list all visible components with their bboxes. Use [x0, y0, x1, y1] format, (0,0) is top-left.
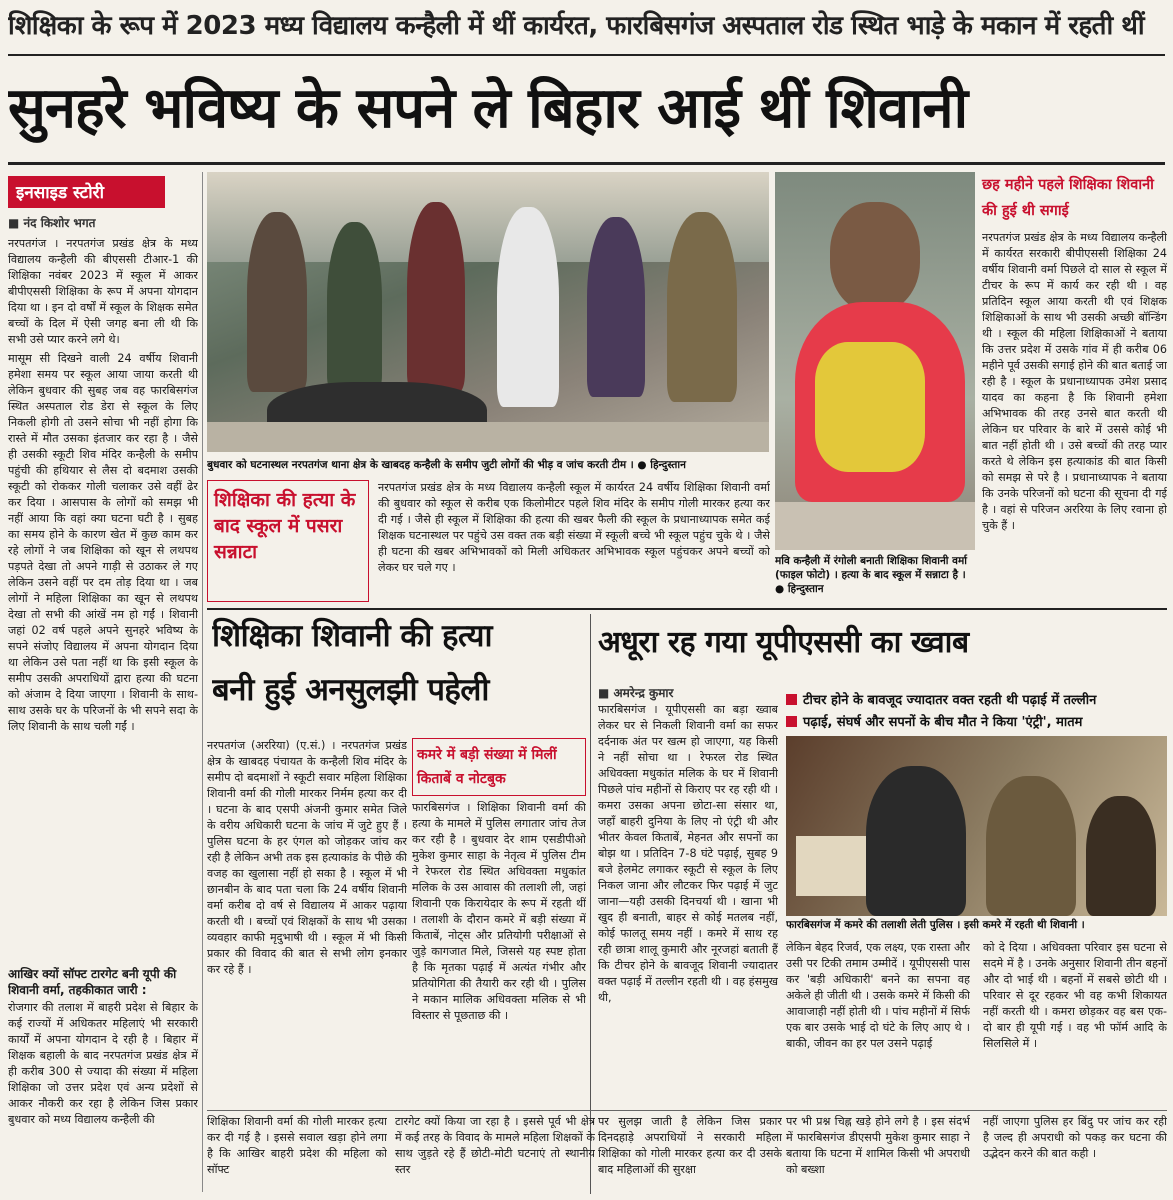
subhead-body: रोजगार की तलाश में बाहरी प्रदेश से बिहार के कई राज्यों में अधिकतर महिलाएं भी सरकारी कार्यों में अपना योगदान दे रही है । बिहार में शिक्षक बहाली के बाद नरपतगंज प्रखंड क्षेत्र में ही करीब 300 से ज्यादा की संख्या में महिला शिक्षिका जो उत्तर प्रदेश एवं अन्य प्रदेशों से आकर नौकरी कर रहा है लेकिन जिस प्रकार बुधवार को मध्य विद्यालय कन्हैली की — [8, 1001, 198, 1126]
rule — [207, 1110, 1167, 1111]
portrait-photo — [775, 172, 975, 550]
inside-story-body — [8, 236, 198, 962]
person-silhouette — [1086, 796, 1156, 916]
person-silhouette — [497, 207, 559, 407]
paragraph: नरपतगंज । नरपतगंज प्रखंड क्षेत्र के मध्य विद्यालय कन्हैली की बीएससी टीआर-1 की शिक्षिका नवंबर 2023 में स्कूल में आकर बीपीएससी शिक्षिका के रूप में अपना योगदान दिया था । इन दो वर्षों में स्कूल के शिक्षक समेत बच्चों के दिल में ऐसी जगह बना ली थी कि सभी उसे प्यार करने लगे थे। — [8, 237, 198, 346]
person-silhouette — [986, 776, 1076, 916]
byline: ■ अमरेन्द्र कुमार — [598, 686, 674, 700]
person-silhouette — [247, 212, 307, 392]
mystery-head-line1: शिक्षिका शिवानी की हत्या — [212, 618, 492, 654]
silence-box — [207, 480, 369, 602]
engagement-head: छह महीने पहले शिक्षिका शिवानी की हुई थी सगाई — [982, 177, 1154, 219]
crowd-photo-caption: बुधवार को घटनास्थल नरपतगंज थाना क्षेत्र के खाबदह कन्हैली के समीप जुटी लोगों की भीड़ व जांच करती टीम । ● हिन्दुस्तान — [207, 459, 686, 471]
crowd-photo — [207, 172, 769, 452]
bottom-col2: टारगेट क्यों किया जा रहा है । इससे पूर्व भी क्षेत्र में कई तरह के विवाद के मामले महिला शिक्षकों के साथ जुड़ते रहे हैं छोटी-मोटी घटनाएं तो स्थानीय स्तर — [395, 1115, 595, 1176]
books-pile — [796, 836, 866, 896]
upsc-body: फारबिसगंज । यूपीएससी का बड़ा ख्वाब लेकर घर से निकली शिवानी वर्मा का सफर दर्दनाक अंत पर खत्म हो जाएगा, यह किसी ने नहीं सोचा था । रेफरल रोड स्थित अधिवक्ता मधुकांत मलिक के घर में शिवानी पिछले पांच महीनों से किराए पर रह रही थी । कमरा उसका अपना छोटा-सा संसार था, जहाँ बाहरी दुनिया के लिए नो एंट्री थी और भीतर केवल किताबें, मेहनत और सपनों का बोझ था । प्रतिदिन 7-8 घंटे पढ़ाई, सुबह 9 बजे हेलमेट लगाकर स्कूटी से स्कूल के लिए निकल जाना और लौटकर फिर पढ़ाई में जुट जाना—यही उसकी दिनचर्या थी । खाना भी खुद ही बनाती, बाहर से कोई मतलब नहीं, कोई फालतू समय नहीं । कमरे में साथ रह रही छात्रा शालू कुमारी और नूरजहां बताती हैं कि टीचर होने के बावजूद शिवानी ज्यादातर वक्त पढ़ाई में तल्लीन रहती थी । वह हंसमुख थी, — [598, 703, 778, 1004]
bullet-point — [786, 690, 1167, 708]
person-silhouette — [667, 212, 737, 402]
silence-head: शिक्षिका की हत्या के बाद स्कूल में पसरा सन्नाटा — [214, 489, 356, 563]
mystery-head-line2: बनी हुई अनसुलझी पहेली — [212, 672, 489, 708]
paragraph: मासूम सी दिखने वाली 24 वर्षीय शिवानी हमेशा समय पर स्कूल आया जाया करती थी लेकिन बुधवार की सुबह जब वह फारबिसगंज स्थित अस्पताल रोड डेरा से स्कूल के लिए निकली होगी तो उसने सोचा भी नहीं होगा कि रास्ते में मौत उसका इंतजार कर रहा है । जैसे ही उसकी स्कूटी शिव मंदिर कन्हैली के समीप पहुंची की हथियार से लैस दो बदमाश उसकी स्कूटी को रोककर गोली चलाकर उसे वहीं ढेर कर दिया । आसपास के लोगों को समझ भी नहीं आया कि वहां क्या घटना घटी है । सुबह का समय होने के कारण खेत में कुछ काम कर रहे लोगों ने जब शिक्षिका को खून से लथपथ पड़पते देखा तो अपने गाड़ी से उठाकर ले गए लेकिन उसने वहीं पर दम तोड़ दिया था । जब लोगों ने महिला शिक्षिका का खून से लथपथ देखा तो सभी की आंखें नम हो गईं । शिवानी जहां 02 वर्ष पहले अपने सुनहरे भविष्य के सपने संजोए विद्यालय में अपना योगदान दिया था लेकिन उसे पता नहीं था कि इसी स्कूल के समीप उसकी अपराधियों द्वारा हत्या की घटना को अंजाम दे दिया जाएगा । शिवानी के साथ-साथ उसके घर के परिजनों के भी सपने सदा के लिए शिवानी के साथ चली गईं । — [8, 352, 198, 733]
upsc-col3: को दे दिया । अधिवक्ता परिवार इस घटना से सदमे में है । उनके अनुसार शिवानी तीन बहनों और दो भाई थी । बहनों में सबसे छोटी थी । परिवार से दूर रहकर भी वह कभी शिकायत नहीं करती थी । कमरा छोड़कर वह बस एक-दो बार ही यूपी गई । वह भी फॉर्म आदि के सिलसिले में । — [983, 941, 1167, 1050]
rule — [207, 608, 1167, 610]
person-silhouette — [587, 217, 645, 397]
subhead-section — [8, 966, 198, 1198]
bullet-icon — [786, 716, 797, 727]
bottom-col5: नहीं जाएगा पुलिस हर बिंदु पर जांच कर रही है जल्द ही अपराधी को पकड़ कर घटना की उद्भेदन करने की बात कही । — [983, 1115, 1167, 1160]
kurta-silhouette — [815, 342, 925, 472]
silence-body: नरपतगंज प्रखंड क्षेत्र के मध्य विद्यालय कन्हैली स्कूल में कार्यरत 24 वर्षीय शिक्षिका शिवानी वर्मा की बुधवार को स्कूल से करीब एक किलोमीटर पहले शिव मंदिर के समीप गोली मारकर हत्या कर दी गई । जैसे ही स्कूल में शिक्षिका की हत्या की खबर फैली की स्कूल के प्रधानाध्यापक समेत कई शिक्षक घटनास्थल पर पहुंचे उस वक्त तक बड़ी संख्या में स्कूली बच्चे भी स्कूल पहुंच चुके थे । जैसे ही घटना की खबर अभिभावकों को मिली अधिकतर अभिभावक स्कूल पहुंचकर अपने बच्चों को लेकर घर चले गए । — [378, 481, 770, 574]
head-silhouette — [830, 202, 920, 312]
upsc-col2: लेकिन बेहद रिजर्व, एक लक्ष्य, एक रास्ता और उसी पर टिकी तमाम उम्मीदें । यूपीएससी पास कर 'बड़ी अधिकारी' बनने का सपना वह अकेले ही जीती थी । उसके कमरे में किसी की आवाजाही नहीं होती थी । पांच महीनों में सिर्फ एक बार उसके भाई दो घंटे के लिए आए थे । बाकी, जीवन का हर पल उसने पढ़ाई — [786, 941, 970, 1050]
column-divider — [590, 614, 591, 1194]
headline: सुनहरे भविष्य के सपने ले बिहार आई थीं शिवानी — [8, 76, 968, 141]
person-silhouette — [407, 202, 465, 392]
rule — [8, 54, 1165, 56]
books-box — [412, 738, 586, 796]
ground — [207, 422, 769, 452]
bullet-text: टीचर होने के बावजूद ज्यादातर वक्त रहती थी पढ़ाई में तल्लीन — [803, 693, 1097, 708]
bottom-col4: पर भी प्रश्न चिह्न खड़े होने लगे है । इस संदर्भ में फारबिसगंज डीएसपी मुकेश कुमार साहा ने बताया कि घटना में शामिल किसी भी अपराधी को बख्शा — [786, 1115, 970, 1176]
byline: ■ नंद किशोर भगत — [8, 216, 96, 230]
person-silhouette — [327, 222, 382, 392]
inside-story-tag: इनसाइड स्टोरी — [8, 176, 165, 208]
books-head: कमरे में बड़ी संख्या में मिलीं किताबें व नोटबुक — [417, 747, 557, 787]
floor — [775, 502, 975, 550]
subhead: आखिर क्यों सॉफ्ट टारगेट बनी यूपी की शिवानी वर्मा, तहकीकात जारी : — [8, 967, 177, 997]
bottom-col1: शिक्षिका शिवानी वर्मा की गोली मारकर हत्या कर दी गई है । इससे सवाल खड़ा होने लगा है कि आखिर बाहरी प्रदेश की महिला को सॉफ्ट — [207, 1115, 387, 1176]
person-silhouette — [866, 766, 966, 916]
books-body: फारबिसगंज । शिक्षिका शिवानी वर्मा की हत्या के मामले में पुलिस लगातार जांच तेज कर रही है । बुधवार देर शाम एसडीपीओ मुकेश कुमार साहा के नेतृत्व में पुलिस टीम ने रेफरल रोड स्थित अधिवक्ता मधुकांत मलिक के उस आवास की तलाशी ली, जहां शिवानी एक किरायेदार के रूप में रहती थीं । तलाशी के दौरान कमरे में बड़ी संख्या में किताबें, नोट्स और प्रतियोगी परीक्षाओं से जुड़े कागजात मिले, जिससे यह स्पष्ट होता है कि मृतका पढ़ाई में अत्यंत गंभीर और प्रतियोगिता की तैयारी कर रही थी । पुलिस ने मकान मालिक अधिवक्ता मलिक से भी विस्तार से पूछताछ की । — [412, 801, 586, 1022]
upsc-head: अधूरा रह गया यूपीएससी का ख्वाब — [598, 625, 969, 660]
column-divider — [202, 172, 203, 1192]
portrait-caption: मवि कन्हैली में रंगोली बनाती शिक्षिका शिवानी वर्मा (फाइल फोटो) । हत्या के बाद स्कूल में सन्नाटा है । ● हिन्दुस्तान — [775, 555, 968, 595]
rule — [8, 162, 1165, 165]
bullet-icon — [786, 694, 797, 705]
search-photo — [786, 736, 1167, 916]
engagement-body: नरपतगंज प्रखंड क्षेत्र के मध्य विद्यालय कन्हैली में कार्यरत सरकारी बीपीएससी शिक्षिका 24 वर्षीय शिवानी वर्मा पिछले दो साल से स्कूल में टीचर के रूप में कार्य कर रही थी । वह प्रतिदिन स्कूल आया करती थी एवं शिक्षक शिक्षिकाओं के साथ भी उसकी अच्छी बॉन्डिंग थी । स्कूल की महिला शिक्षिकाओं ने बताया कि उत्तर प्रदेश में उसके गांव में ही करीब 06 महीने पूर्व उसकी सगाई होने की बात बताई जा रही है । स्कूल के प्रधानाध्यापक उमेश प्रसाद यादव का कहना है कि शिवानी हमेशा अभिभावक की तरह उनसे बात करती थी लेकिन घर परिवार के बारे में उससे कोई भी बात नहीं होती थी । उसे बच्चों की तरह प्यार करते थे लेकिन इस हत्याकांड की बात किसी को समझ से परे है । प्रधानाध्यापक ने बताया कि उनके परिजनों को घटना की सूचना दी गई है । वहां से परिजन अररिया के लिए रवाना हो चुके हैं । — [982, 231, 1167, 532]
mystery-body: नरपतगंज (अररिया) (ए.सं.) । नरपतगंज प्रखंड क्षेत्र के खाबदह पंचायत के कन्हैली शिव मंदिर के समीप दो बदमाशों ने स्कूटी सवार महिला शिक्षिका शिवानी वर्मा की गोली मारकर निर्मम हत्या कर दी । घटना के बाद एसपी अंजनी कुमार समेत जिले के वरीय अधिकारी घटना के जांच में जुटे हुए हैं । पुलिस घटना के हर एंगल को जोड़कर जांच कर रही है लेकिन अभी तक इस हत्याकांड के पीछे की वजह का खुलासा नहीं हो सका है । स्कूल में भी छानबीन के बाद पता चला कि 24 वर्षीय शिवानी वर्मा करीब दो वर्ष से विद्यालय में आकर पढ़ाया करती थी । बच्चों एवं शिक्षकों के साथ भी उसका व्यवहार काफी मृदुभाषी थी । स्कूल में भी किसी प्रकार की विवाद की बात से सभी लोग इनकार कर रहे हैं । — [207, 739, 407, 976]
search-photo-caption: फारबिसगंज में कमरे की तलाशी लेती पुलिस । इसी कमरे में रहती थी शिवानी । — [786, 919, 1085, 931]
bullet-point — [786, 712, 1167, 730]
kicker-line: शिक्षिका के रूप में 2023 मध्य विद्यालय कन्हैली में थीं कार्यरत, फारबिसगंज अस्पताल रोड स्थित भाड़े के मकान में रहती थीं — [8, 11, 1145, 41]
bottom-col3: पर सुलझ जाती है लेकिन जिस प्रकार दिनदहाड़े अपराधियों ने सरकारी महिला शिक्षिका को गोली मारकर हत्या कर दी उसके बाद महिलाओं की सुरक्षा — [598, 1115, 782, 1176]
bullet-text: पढ़ाई, संघर्ष और सपनों के बीच मौत ने किया 'एंट्री', मातम — [803, 715, 1083, 730]
